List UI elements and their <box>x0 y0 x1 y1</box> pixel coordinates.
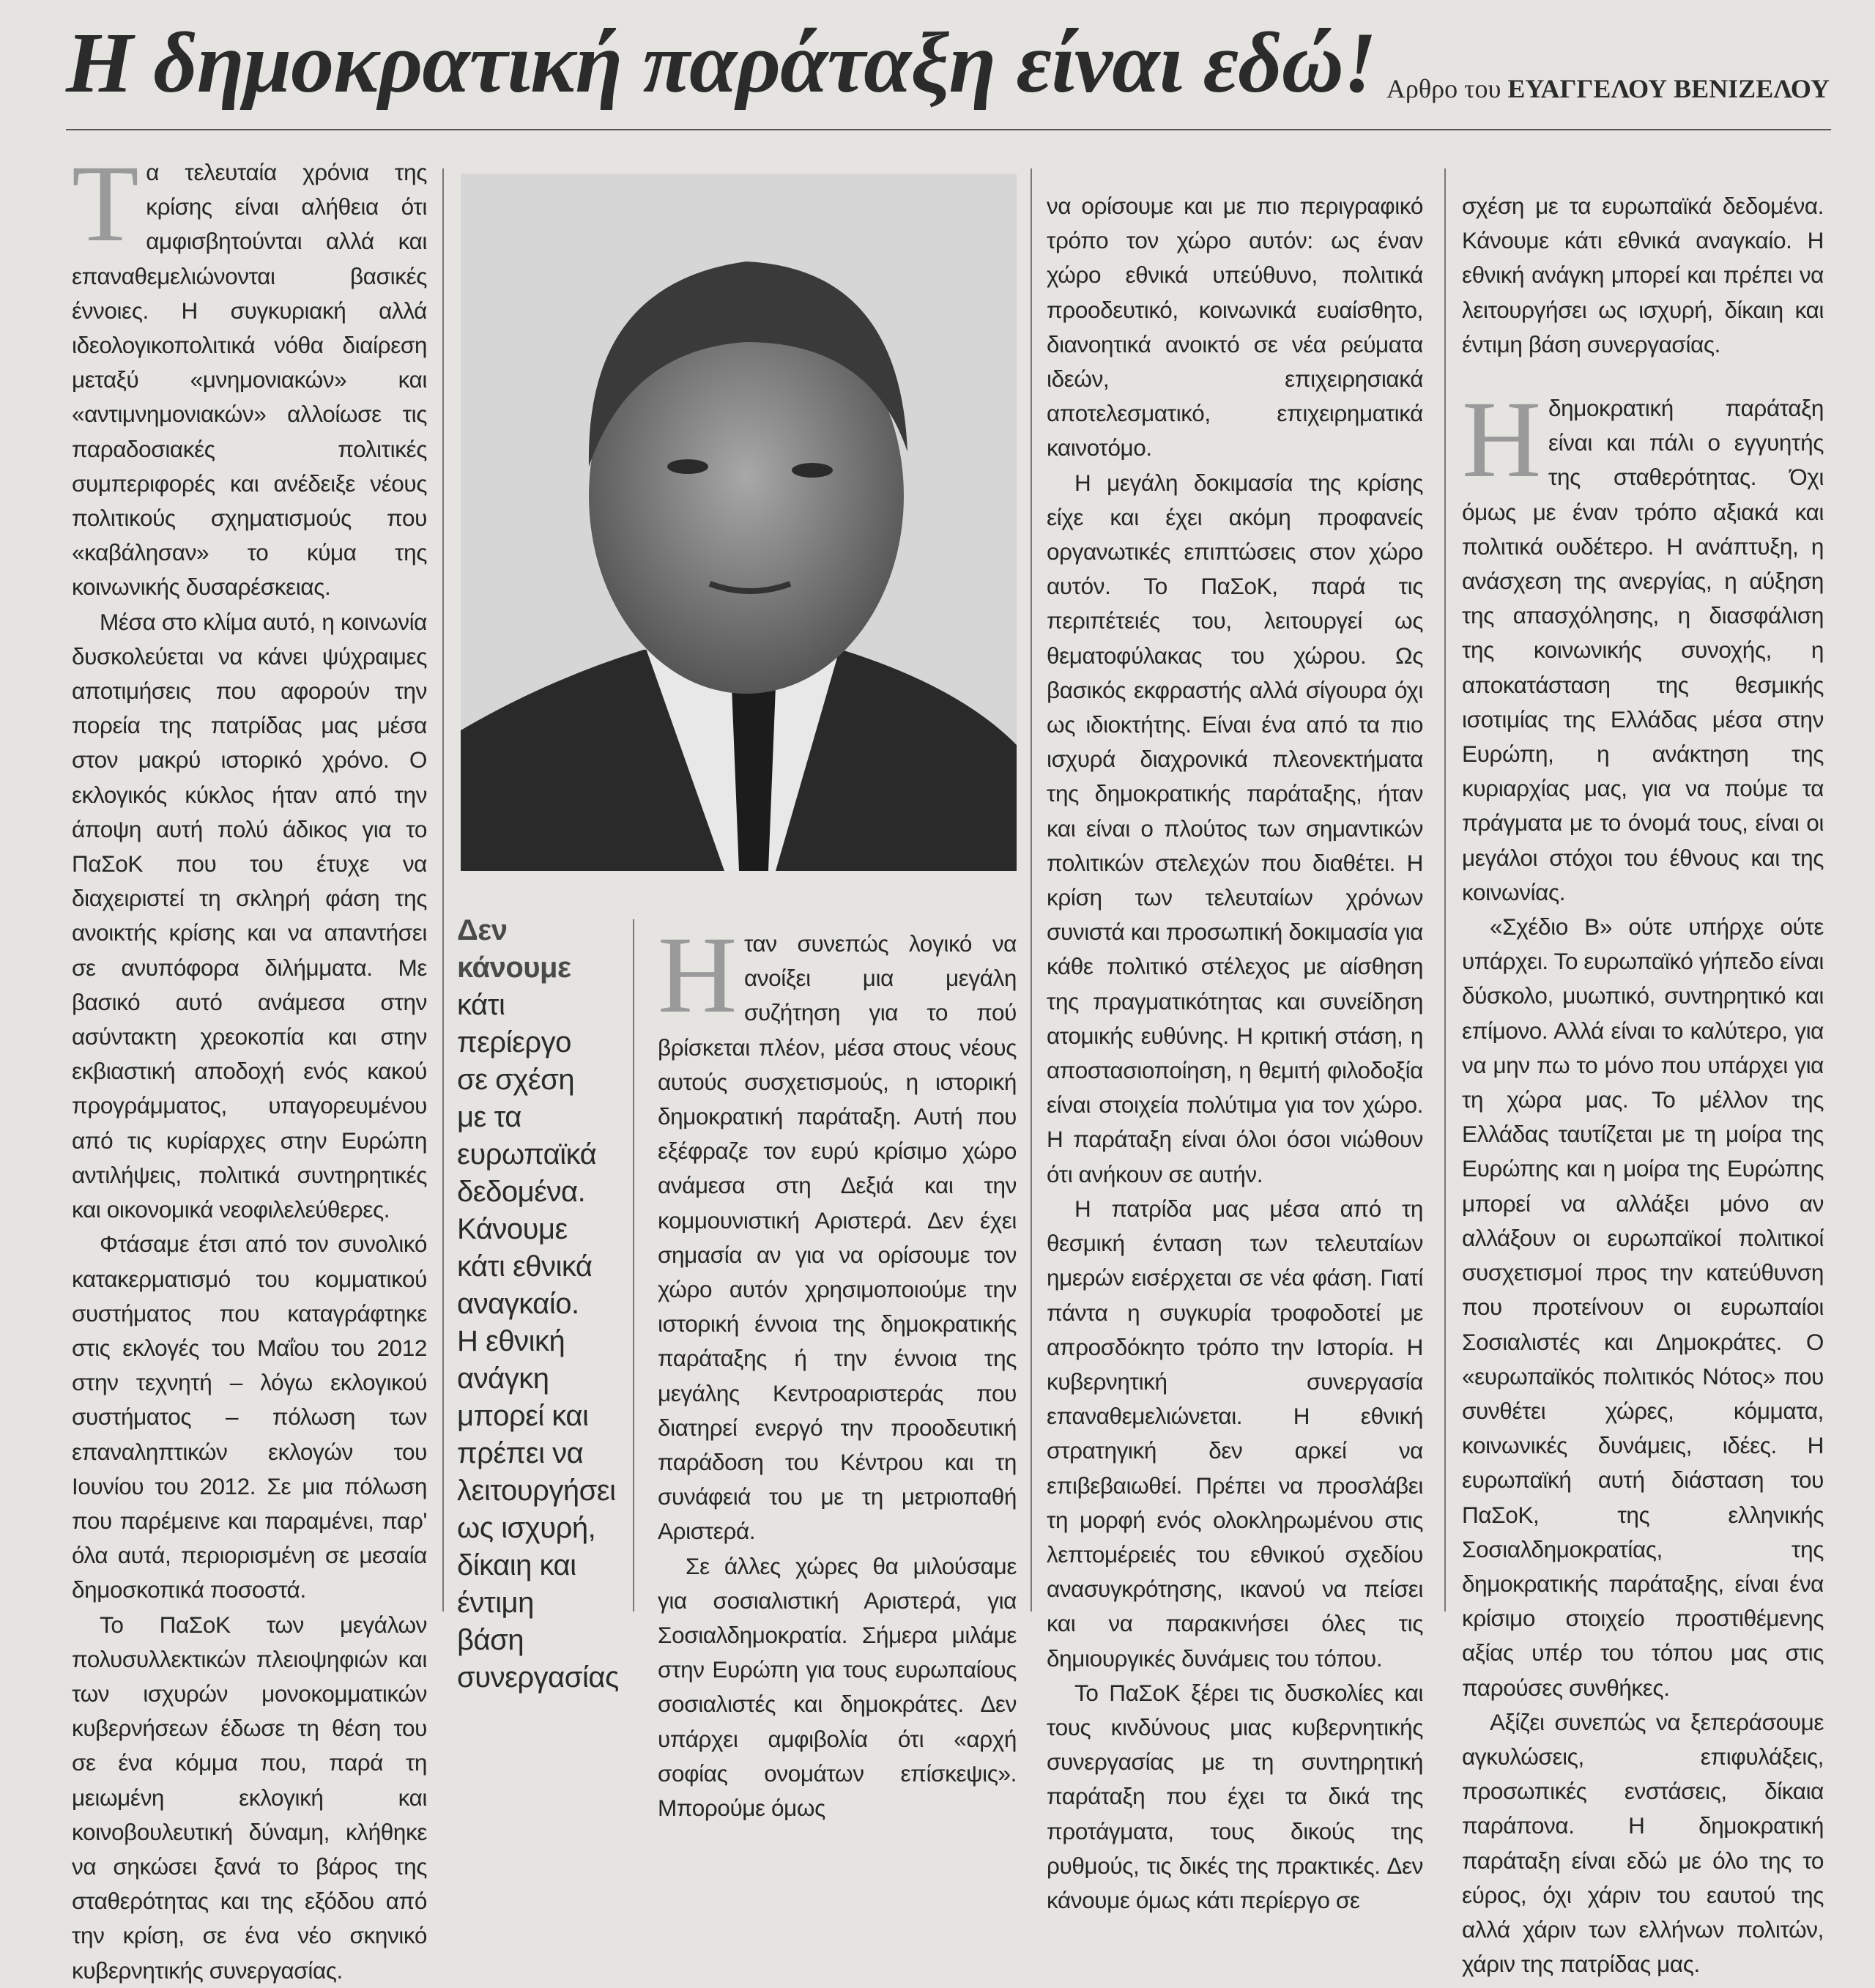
column-divider <box>1444 168 1446 1611</box>
byline-prefix: Αρθρο του <box>1386 74 1501 103</box>
pull-quote-text: κάτι περίεργο σε σχέση με τα ευρωπαϊκά δεδομένα. Κάνουμε κάτι εθνικά αναγκαίο. Η εθνική ανάγκη μπορεί και πρέπει να λειτουργήσει ως ισχυρή, δίκαιη και έντιμη βάση συνεργασίας <box>457 989 619 1694</box>
pull-quote <box>457 912 619 1696</box>
paragraph: Το ΠαΣοΚ των μεγάλων πολυσυλλεκτικών πλειοψηφιών και των ισχυρών μονοκομματικών κυβερνήσεων έδωσε τη θέση του σε ένα κόμμα που, παρά τη μειωμένη εκλογική και κοινοβουλευτική δύναμη, κλήθηκε να σηκώσει ξανά το βάρος της σταθερότητας και της εξόδου από την κρίση, σε ένα νέο σκηνικό κυβερνητικής συνεργασίας. <box>72 1611 427 1984</box>
paragraph-text: δημοκρατική παράταξη είναι και πάλι ο εγγυητής της σταθερότητας. Όχι όμως με έναν τρόπο αξιακά και πολιτικά ουδέτερο. Η ανάπτυξη, η ανάσχεση της ανεργίας, η αύξηση της απασχόλησης, η διασφάλιση της κοινωνικής συνοχής, η αποκατάσταση της θεσμικής ισοτιμίας της Ελλάδας μέσα στην Ευρώπη, η ανάκτηση της κυριαρχίας μας, για να πούμε τα πράγματα με το όνομά τους, είναι οι μεγάλοι στόχοι του έθνους και της κοινωνίας. <box>1462 395 1824 905</box>
byline-author: ΕΥΑΓΓΕΛΟΥ ΒΕΝΙΖΕΛΟΥ <box>1507 74 1830 103</box>
paragraph: Αξίζει συνεπώς να ξεπεράσουμε αγκυλώσεις, επιφυλάξεις, προσωπικές ενστάσεις, δίκαια παράπονα. Η δημοκρατική παράταξη είναι εδώ με όλο της το εύρος, όχι χάριν του εαυτού της αλλά χάριν των ελλήνων πολιτών, χάριν της πατρίδας μας. <box>1462 1708 1824 1978</box>
column-3 <box>658 914 1017 1825</box>
paragraph-text: α τελευταία χρόνια της κρίσης είναι αλήθεια ότι αμφισβητούνται αλλά και επαναθεμελιώνονται βασικές έννοιες. Η συγκυριακή αλλά ιδεολογικοπολιτικά νόθα διαίρεση μεταξύ «μνημονιακών» και «αντιμνημονιακών» αλλοίωσε τις παραδοσιακές πολιτικές συμπεριφορές και ανέδειξε νέους πολιτικούς σχηματισμούς που «καβάλησαν» το κύμα της κοινωνικής δυσαρέσκειας. <box>72 159 427 601</box>
paragraph <box>1462 379 1824 910</box>
column-divider <box>1031 168 1032 1611</box>
column-1 <box>72 143 427 1988</box>
drop-cap: Η <box>658 914 737 1036</box>
paragraph: Η πατρίδα μας μέσα από τη θεσμική ένταση των τελευταίων ημερών εισέρχεται σε νέα φάση. Γιατί πάντα η συγκυρία τροφοδοτεί με απροσδόκητο τρόπο την Ιστορία. Η κυβερνητική συνεργασία επαναθεμελιώνεται. Η εθνική στρατηγική δεν αρκεί να επιβεβαιωθεί. Πρέπει να προσλάβει τη μορφή ενός ολοκληρωμένου στις λεπτομέρειές του εθνικού σχεδίου ανασυγκρότησης, ικανού να πείσει και να παρακινήσει όλες τις δημιουργικές δυνάμεις του τόπου. <box>1047 1195 1423 1672</box>
paragraph: Η μεγάλη δοκιμασία της κρίσης είχε και έχει ακόμη προφανείς οργανωτικές επιπτώσεις στον χώρο αυτόν. Το ΠαΣοΚ, παρά τις περιπέτειές του, λειτουργεί ως θεματοφύλακας του χώρου. Ως βασικός εκφραστής αλλά σίγουρα όχι ως ιδιοκτήτης. Είναι ένα από τα πιο ισχυρά διαχρονικά πλεονεκτήματα της δημοκρατικής παράταξης, ήταν και είναι ο πλούτος των σημαντικών πολιτικών στελεχών που διαθέτει. Η κρίση των τελευταίων χρόνων συνιστά και προσωπική δοκιμασία για κάθε πολιτικό στέλεχος με αίσθηση της πραγματικότητας και συνείδηση ατομικής ευθύνης. Η κριτική στάση, η αποστασιοποίηση, η θεμιτή φιλοδοξία είναι στοιχεία πολύτιμα για τον χώρο. Η παράταξη είναι όλοι όσοι νιώθουν ότι ανήκουν σε αυτήν. <box>1047 469 1423 1187</box>
paragraph: σχέση με τα ευρωπαϊκά δεδομένα. Κάνουμε κάτι εθνικά αναγκαίο. Η εθνική ανάγκη μπορεί και πρέπει να λειτουργήσει ως ισχυρή, δίκαιη και έντιμη βάση συνεργασίας. <box>1462 193 1824 357</box>
header-rule <box>66 129 1831 130</box>
article-title: Η δημοκρατική παράταξη είναι εδώ! <box>66 15 1376 111</box>
column-4 <box>1047 189 1423 1918</box>
author-photo <box>461 174 1017 871</box>
drop-cap: Τ <box>72 143 139 264</box>
paragraph <box>72 143 427 605</box>
byline <box>1386 73 1830 104</box>
paragraph <box>658 914 1017 1549</box>
paragraph: Το ΠαΣοΚ ξέρει τις δυσκολίες και τους κινδύνους μιας κυβερνητικής συνεργασίας με τη συντηρητική παράταξη που έχει τα δικά της προτάγματα, τους δικούς της ρυθμούς, τις δικές της πρακτικές. Δεν κάνουμε όμως κάτι περίεργο σε <box>1047 1679 1423 1913</box>
paragraph-text: ταν συνεπώς λογικό να ανοίξει μια μεγάλη συζήτηση για το πού βρίσκεται πλέον, μέσα στους νέους αυτούς συσχετισμούς, η ιστορική δημοκρατική παράταξη. Αυτή που εξέφραζε τον ευρύ κρίσιμο χώρο ανάμεσα στη Δεξιά και την κομμουνιστική Αριστερά. Δεν έχει σημασία αν για να ορίσουμε τον χώρο αυτόν χρησιμοποιούμε την ιστορική έννοια της δημοκρατικής παράταξης ή την έννοια της μεγάλης Κεντροαριστεράς που διατηρεί ενεργό την προοδευτική παράδοση του Κέντρου και τη συνάφειά του με τη μετριοπαθή Αριστερά. <box>658 930 1017 1545</box>
paragraph: Μέσα στο κλίμα αυτό, η κοινωνία δυσκολεύεται να κάνει ψύχραιμες αποτιμήσεις που αφορούν την πορεία της πατρίδας μας μέσα στον μακρύ ιστορικό χρόνο. Ο εκλογικός κύκλος ήταν από την άποψη αυτή πολύ άδικος για το ΠαΣοΚ που του έτυχε να διαχειριστεί τη σκληρή φάση της ανοικτής κρίσης και να απαντήσει σε ανυπόφορα διλήμματα. Με βασικό αυτό ανάμεσα στην ασύντακτη χρεοκοπία και στην εκβιαστική αποδοχή ενός κακού προγράμματος, υπαγορευμένου από τις κυρίαρχες στην Ευρώπη αντιλήψεις, πολιτικά συντηρητικές και οικονομικά νεοφιλελεύθερες. <box>72 608 427 1223</box>
pull-quote-lead: Δεν κάνουμε <box>457 914 571 984</box>
paragraph: «Σχέδιο Β» ούτε υπήρχε ούτε υπάρχει. Το ευρωπαϊκό γήπεδο είναι δύσκολο, μυωπικό, συντηρητικό και επίμονο. Αλλά είναι το καλύτερο, για να μην πω το μόνο που υπάρχει για τη χώρα μας. Το μέλλον της Ελλάδας ταυτίζεται με τη μοίρα της Ευρώπης και η μοίρα της Ευρώπης μπορεί να αλλάξει μόνο αν αλλάξουν οι ευρωπαϊκοί πολιτικοί συσχετισμοί προς την κατεύθυνση που προτείνουν οι ευρωπαίοι Σοσιαλιστές και Δημοκράτες. Ο «ευρωπαϊκός πολιτικός Νότος» που συνθέτει χώρες, κόμματα, κοινωνικές δυνάμεις, ιδέες. Η ευρωπαϊκή αυτή διάσταση του ΠαΣοΚ, της ελληνικής Σοσιαλδημοκρατίας, της δημοκρατικής παράταξης, είναι ένα κρίσιμο στοιχείο προστιθέμενης αξίας υπέρ του τόπου μας στις παρούσες συνθήκες. <box>1462 913 1824 1701</box>
column-divider <box>633 919 634 1611</box>
column-divider <box>442 168 444 1611</box>
column-5 <box>1462 189 1824 1981</box>
portrait-image <box>461 174 1017 871</box>
drop-cap: Η <box>1462 379 1541 501</box>
paragraph: Φτάσαμε έτσι από τον συνολικό κατακερματισμό του κομματικού συστήματος που καταγράφτηκε στις εκλογές του Μαΐου του 2012 στην τεχνητή – λόγω εκλογικού συστήματος – πόλωση των επαναληπτικών εκλογών του Ιουνίου του 2012. Σε μια πόλωση που παρέμεινε και παραμένει, παρ' όλα αυτά, περιορισμένη σε μεσαία δημοσκοπικά ποσοστά. <box>72 1231 427 1603</box>
paragraph: Σε άλλες χώρες θα μιλούσαμε για σοσιαλιστική Αριστερά, για Σοσιαλδημοκρατία. Σήμερα μιλάμε στην Ευρώπη για τους ευρωπαίους σοσιαλιστές και δημοκράτες. Δεν υπάρχει αμφιβολία ότι «αρχή σοφίας ονομάτων επίσκεψις». Μπορούμε όμως <box>658 1552 1017 1822</box>
paragraph: να ορίσουμε και με πιο περιγραφικό τρόπο τον χώρο αυτόν: ως έναν χώρο εθνικά υπεύθυνο, πολιτικά προοδευτικό, κοινωνικά ευαίσθητο, διανοητικά ανοικτό σε νέα ρεύματα ιδεών, επιχειρησιακά αποτελεσματικό, επιχειρηματικά καινοτόμο. <box>1047 193 1423 461</box>
